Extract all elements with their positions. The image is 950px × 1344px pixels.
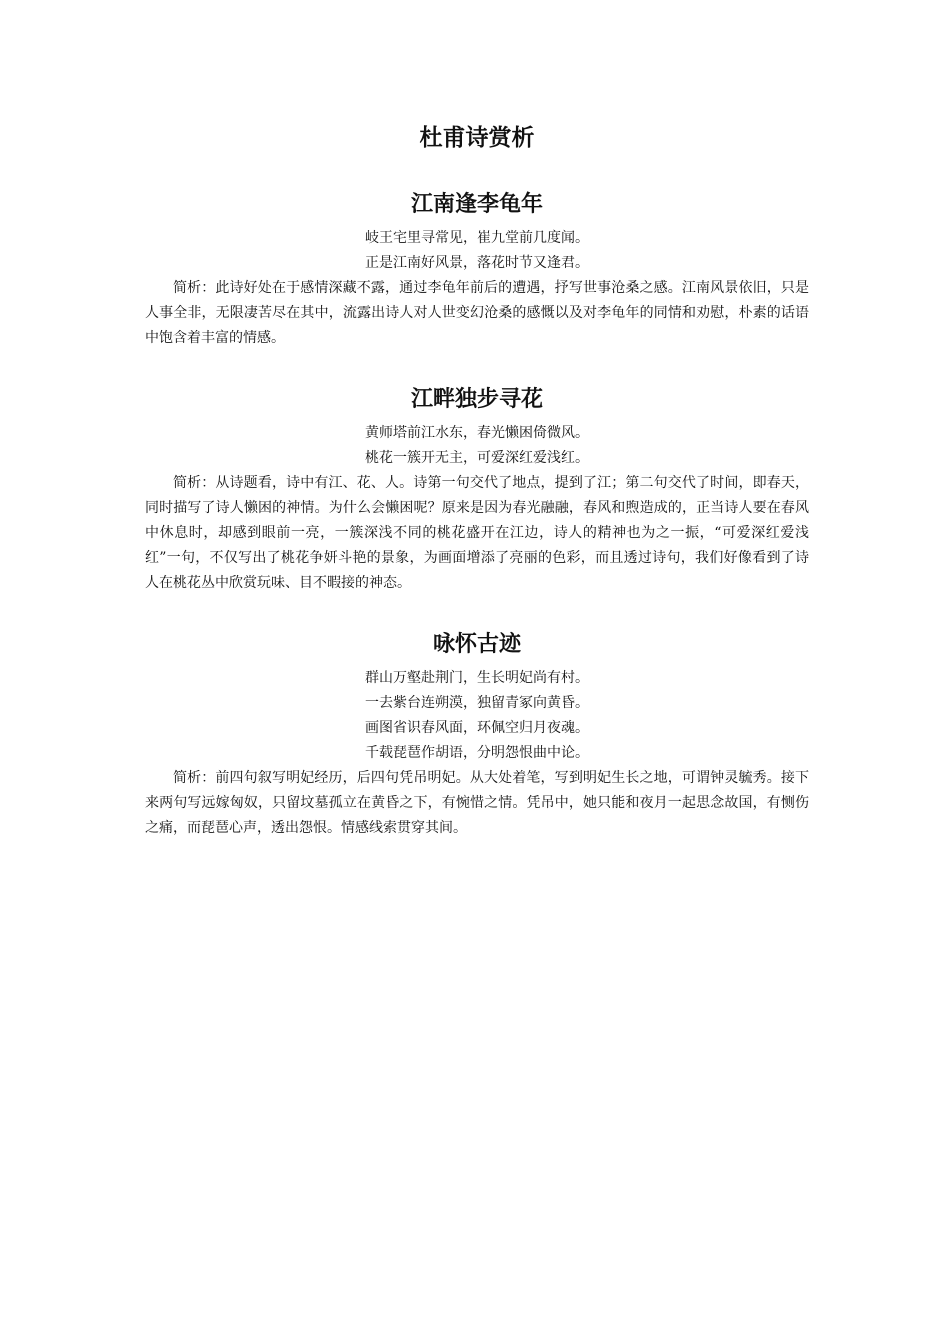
poem-title: 江南逢李龟年: [410, 192, 543, 217]
poem-section: [145, 186, 809, 351]
poem-line: 黄师塔前江水东，春光懒困倚微风。: [365, 425, 589, 441]
poem-line: 一去紫台连朔漠，独留青冢向黄昏。: [365, 695, 589, 711]
poem-line: 画图省识春风面，环佩空归月夜魂。: [365, 720, 589, 736]
document-page: [145, 118, 809, 841]
poem-title: 江畔独步寻花: [410, 387, 543, 412]
poem-analysis: 简析：从诗题看，诗中有江、花、人。诗第一句交代了地点，提到了江；第二句交代了时间，即春天，同时描写了诗人懒困的神情。为什么会懒困呢？原来是因为春光融融，春风和煦造成的，正当诗人要在春风中休息时，却感到眼前一亮，一簇深浅不同的桃花盛开在江边，诗人的精神也为之一振，“可爱深红爱浅红”一句，不仅写出了桃花争妍斗艳的景象，为画面增添了亮丽的色彩，而且透过诗句，我们好像看到了诗人在桃花丛中欣赏玩味、目不暇接的神态。: [145, 475, 809, 591]
poem-line: 群山万壑赴荆门，生长明妃尚有村。: [365, 670, 589, 686]
poem-line: 千载琵琶作胡语，分明怨恨曲中论。: [365, 745, 589, 761]
poem-line: 桃花一簇开无主，可爱深红爱浅红。: [365, 450, 589, 466]
document-title: 杜甫诗赏析: [419, 125, 535, 151]
poem-analysis: 简析：前四句叙写明妃经历，后四句凭吊明妃。从大处着笔，写到明妃生长之地，可谓钟灵毓秀。接下来两句写远嫁匈奴，只留坟墓孤立在黄昏之下，有惋惜之情。凭吊中，她只能和夜月一起思念故国，有恻伤之痛，而琵琶心声，透出怨恨。情感线索贯穿其间。: [145, 770, 809, 836]
poem-section: [145, 381, 809, 596]
poem-section: [145, 626, 809, 841]
poem-analysis: 简析：此诗好处在于感情深藏不露，通过李龟年前后的遭遇，抒写世事沧桑之感。江南风景依旧，只是人事全非，无限凄苦尽在其中，流露出诗人对人世变幻沧桑的感慨以及对李龟年的同情和劝慰，朴素的话语中饱含着丰富的情感。: [145, 280, 809, 346]
poem-title: 咏怀古迹: [432, 632, 521, 657]
poem-line: 岐王宅里寻常见，崔九堂前几度闻。: [365, 230, 589, 246]
poem-line: 正是江南好风景，落花时节又逢君。: [365, 255, 589, 271]
